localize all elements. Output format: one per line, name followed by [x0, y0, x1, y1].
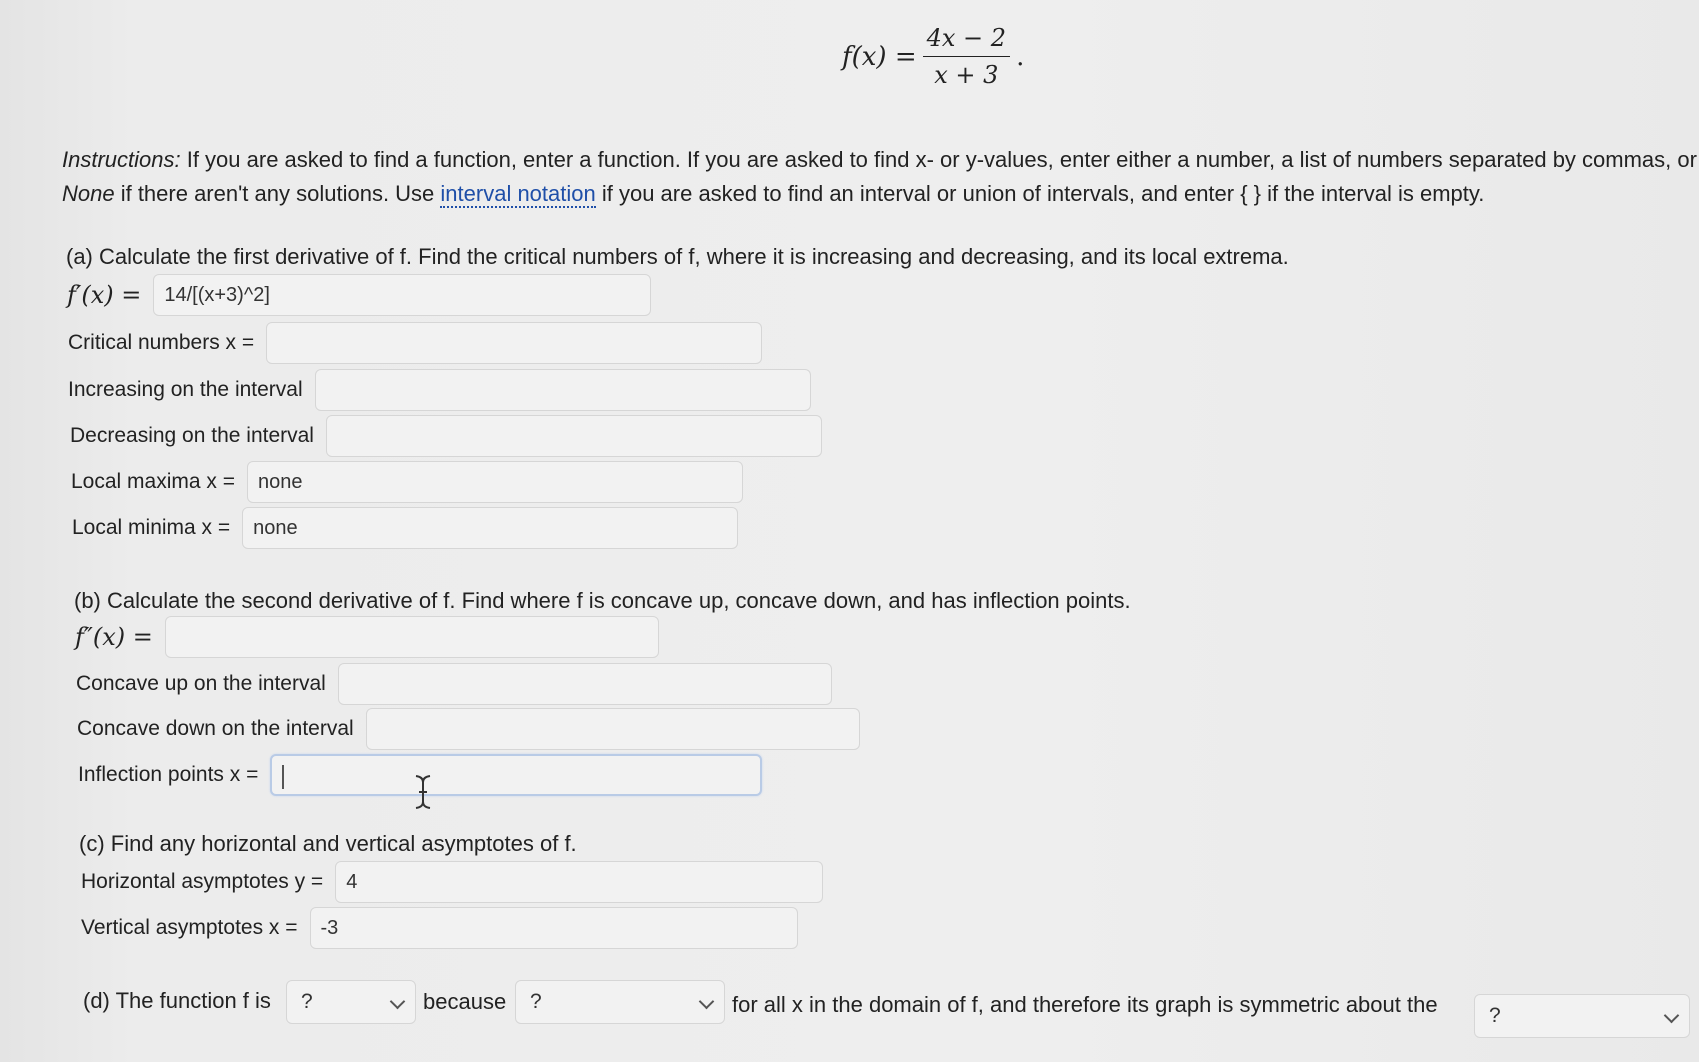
local-maxima-row	[71, 461, 743, 503]
instructions-lead: Instructions:	[62, 147, 181, 172]
symmetry-axis-select[interactable]	[1474, 994, 1690, 1038]
inflection-label: Inflection points x =	[78, 763, 259, 786]
vertical-asymptote-row	[81, 907, 798, 949]
increasing-row	[68, 369, 811, 411]
first-derivative-input[interactable]: 14/[(x+3)^2]	[153, 274, 651, 316]
part-d-text3: for all x in the domain of f, and therefore its graph is symmetric about the	[732, 992, 1438, 1017]
chevron-down-icon	[390, 994, 406, 1010]
vertical-asymptote-input[interactable]: -3	[310, 907, 798, 949]
decreasing-input[interactable]	[326, 415, 822, 457]
instructions-none-word: None	[62, 181, 115, 206]
text-caret	[282, 765, 284, 789]
interval-notation-link[interactable]: interval notation	[440, 181, 596, 206]
second-derivative-row	[75, 616, 659, 658]
symmetry-type-select[interactable]	[286, 980, 416, 1024]
reason-value: ?	[530, 990, 542, 1013]
increasing-label: Increasing on the interval	[68, 378, 303, 401]
inflection-input[interactable]	[270, 754, 762, 796]
instructions-line2b: if you are asked to find an interval or union of intervals, and enter { } if the interval is empty.	[595, 181, 1485, 206]
chevron-down-icon	[1664, 1008, 1680, 1024]
part-c-title: (c) Find any horizontal and vertical asymptotes of f.	[79, 831, 577, 856]
critical-numbers-row	[68, 322, 762, 364]
symmetry-type-value: ?	[301, 990, 313, 1013]
part-d-text1: (d) The function f is	[83, 988, 271, 1013]
local-maxima-input[interactable]: none	[247, 461, 743, 503]
instructions	[62, 143, 1699, 211]
function-formula	[842, 24, 1024, 89]
local-maxima-label: Local maxima x =	[71, 470, 235, 493]
vertical-asymptote-label: Vertical asymptotes x =	[81, 916, 298, 939]
part-d-text2: because	[423, 989, 507, 1014]
increasing-input[interactable]	[315, 369, 811, 411]
ibeam-cursor-icon	[412, 774, 434, 810]
decreasing-label: Decreasing on the interval	[70, 424, 314, 447]
local-minima-label: Local minima x =	[72, 516, 231, 539]
first-derivative-row	[67, 274, 651, 316]
concave-down-input[interactable]	[366, 708, 860, 750]
concave-up-label: Concave up on the interval	[76, 672, 326, 695]
horizontal-asymptote-row	[81, 861, 823, 903]
instructions-line2a: if there aren't any solutions. Use	[114, 181, 441, 206]
formula-lhs: f(x) =	[842, 41, 917, 72]
formula-numerator: 4x − 2	[923, 24, 1010, 57]
chevron-down-icon	[699, 994, 715, 1010]
second-derivative-input[interactable]	[165, 616, 659, 658]
formula-fraction	[923, 24, 1010, 89]
critical-numbers-label: Critical numbers x =	[68, 331, 255, 354]
symmetry-axis-value: ?	[1489, 1004, 1501, 1027]
formula-denominator: x + 3	[934, 61, 999, 89]
formula-end: .	[1016, 41, 1025, 72]
critical-numbers-input[interactable]	[266, 322, 762, 364]
second-derivative-label: f″(x) =	[75, 623, 153, 651]
horizontal-asymptote-label: Horizontal asymptotes y =	[81, 870, 324, 893]
concave-down-label: Concave down on the interval	[77, 717, 354, 740]
decreasing-row	[70, 415, 822, 457]
local-minima-row	[72, 507, 738, 549]
part-b-title: (b) Calculate the second derivative of f. Find where f is concave up, concave down, and has inflection points.	[74, 588, 1131, 613]
first-derivative-label: f′(x) =	[67, 281, 142, 309]
concave-up-input[interactable]	[338, 663, 832, 705]
concave-up-row	[76, 663, 832, 705]
reason-select[interactable]	[515, 980, 725, 1024]
instructions-line1: If you are asked to find a function, enter a function. If you are asked to find x- or y-values, enter either a number, a list of numbers separated by commas, or	[180, 147, 1697, 172]
concave-down-row	[77, 708, 860, 750]
part-a-title: (a) Calculate the first derivative of f. Find the critical numbers of f, where it is increasing and decreasing, and its local extrema.	[66, 244, 1289, 269]
horizontal-asymptote-input[interactable]: 4	[335, 861, 823, 903]
local-minima-input[interactable]: none	[242, 507, 738, 549]
